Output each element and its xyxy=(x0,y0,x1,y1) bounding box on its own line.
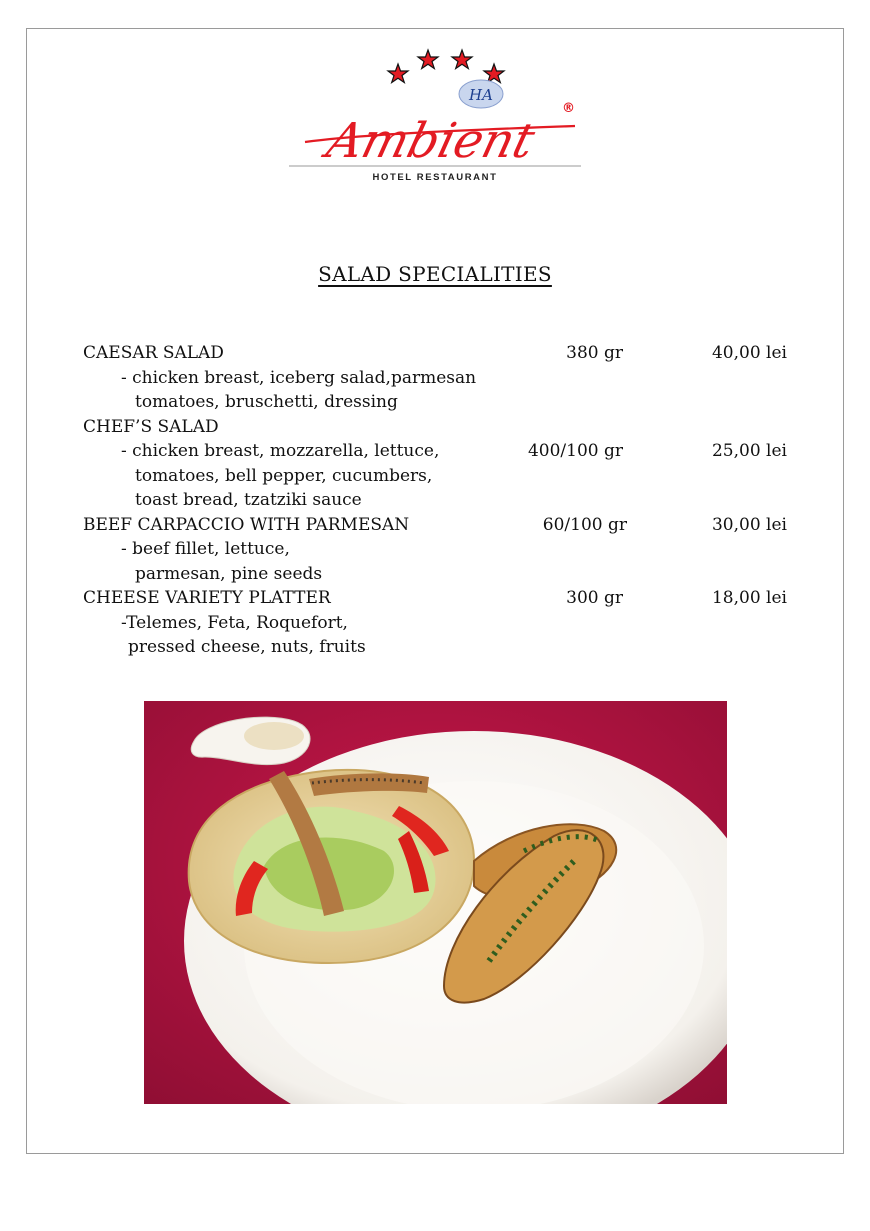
item-weight: 380 gr xyxy=(566,343,623,363)
ambient-logo-icon xyxy=(285,42,585,192)
item-name: CAESAR SALAD xyxy=(83,343,224,363)
page-title: SALAD SPECIALITIES xyxy=(318,262,552,286)
item-description: tomatoes, bruschetti, dressing xyxy=(135,392,398,412)
hotel-subtitle: HOTEL RESTAURANT xyxy=(372,172,498,183)
svg-text:Ambient: Ambient xyxy=(321,113,540,169)
item-weight: 400/100 gr xyxy=(527,441,623,461)
item-description: toast bread, tzatziki sauce xyxy=(135,490,362,510)
item-description: tomatoes, bell pepper, cucumbers, xyxy=(135,465,433,486)
item-price: 18,00 lei xyxy=(711,588,787,608)
menu-item xyxy=(83,513,803,538)
item-name: CHEESE VARIETY PLATTER xyxy=(83,588,331,608)
salad-photo-icon xyxy=(144,701,727,1104)
star-icon xyxy=(484,64,504,83)
menu-list xyxy=(83,341,803,660)
item-description: parmesan, pine seeds xyxy=(135,563,323,584)
item-name: CHEF’S SALAD xyxy=(83,416,219,437)
star-icon xyxy=(418,50,438,69)
item-description: - chicken breast, iceberg salad,parmesan xyxy=(121,367,477,388)
menu-item xyxy=(83,415,803,440)
item-description: pressed cheese, nuts, fruits xyxy=(128,637,366,657)
svg-text:HA: HA xyxy=(469,86,493,104)
menu-item xyxy=(83,586,803,611)
item-price: 25,00 lei xyxy=(711,441,787,461)
item-price: 30,00 lei xyxy=(711,514,787,535)
salad-photo xyxy=(144,701,727,1104)
svg-text:®: ® xyxy=(562,101,575,116)
item-price: 40,00 lei xyxy=(711,343,787,363)
star-icon xyxy=(388,64,408,83)
item-description: - chicken breast, mozzarella, lettuce, xyxy=(121,441,440,461)
item-weight: 60/100 gr xyxy=(542,514,627,535)
item-description: -Telemes, Feta, Roquefort, xyxy=(121,612,348,633)
menu-item xyxy=(83,341,803,366)
item-weight: 300 gr xyxy=(566,588,623,608)
hotel-logo xyxy=(285,42,585,192)
item-name: BEEF CARPACCIO WITH PARMESAN xyxy=(83,514,410,535)
star-icon xyxy=(452,50,472,69)
item-description: - beef fillet, lettuce, xyxy=(121,539,290,559)
